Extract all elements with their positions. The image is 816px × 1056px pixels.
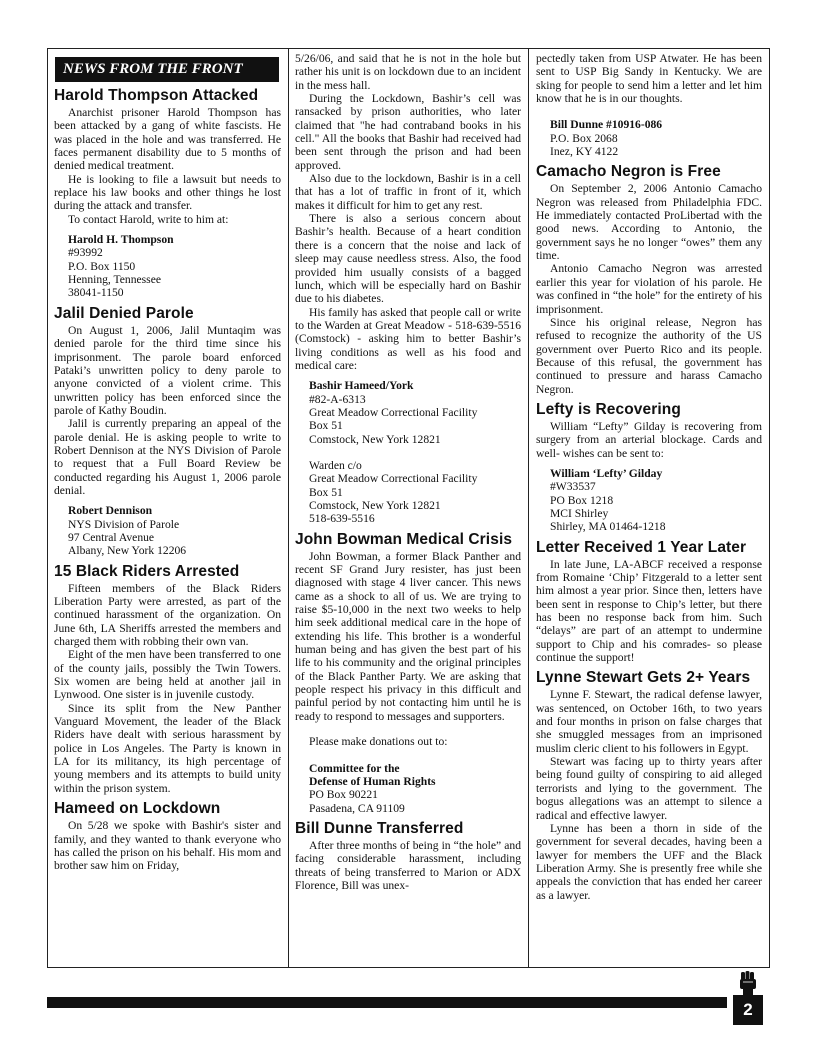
mailing-address <box>550 467 762 534</box>
page-number: 2 <box>733 995 763 1025</box>
column-1 <box>54 52 281 873</box>
article-title-letter: Letter Received 1 Year Later <box>536 538 747 556</box>
address-line: 518-639-5516 <box>309 512 375 526</box>
address-line: NYS Division of Parole <box>68 517 180 531</box>
address-line: Harold H. Thompson <box>68 233 174 247</box>
article-text: To contact Harold, write to him at: <box>68 212 229 226</box>
address-line: #W33537 <box>550 480 596 494</box>
address-line: Comstock, New York 12821 <box>309 432 441 446</box>
column-rule-1 <box>288 48 289 968</box>
article-text: 5/26/06, and said that he is not in the hole but rather his unit is on lockdown due to an incident in the mess hall. <box>295 52 521 92</box>
column-2 <box>295 52 521 892</box>
address-line: William ‘Lefty’ Gilday <box>550 466 663 480</box>
address-line: Inez, KY 4122 <box>550 145 619 159</box>
article-text: On September 2, 2006 Antonio Camacho Negron was released from Philadelphia FDC. He immediately contacted ProLibertad with the good news. According to Antonio, the government says he no longer “owes” them any time. <box>536 182 762 263</box>
article-text: On 5/28 we spoke with Bashir's sister and family, and they wanted to thank everyone who has called the prison on his behalf. His mom and brother saw him on Friday, <box>54 819 281 873</box>
mailing-address <box>68 233 281 300</box>
address-line: Pasadena, CA 91109 <box>309 801 405 815</box>
address-line: Comstock, New York 12821 <box>309 499 441 512</box>
address-line: PO Box 1218 <box>550 493 614 507</box>
article-text: In late June, LA-ABCF received a response from Romaine ‘Chip’ Fitzgerald to a letter sent him almost a year prior. Since then, letters have been sent in response to Chip’s letter, but there has been no response back from him. Such “delays” are part of an attempt to undermine support to Chip and his comrades- so please continue the support! <box>536 557 762 665</box>
article-text: His family has asked that people call or write to the Warden at Great Meadow - 518-639-5516 (Comstock) - asking him to better Bashir’s living conditions as well as his food and medical care: <box>295 305 521 372</box>
article-title-hameed: Hameed on Lockdown <box>54 800 221 818</box>
footer-bar <box>47 997 727 1008</box>
article-text: Also due to the lockdown, Bashir is in a cell that has a lot of traffic in front of it, which makes it difficult for him to get any rest. <box>295 172 521 212</box>
address-line: Henning, Tennessee <box>68 273 161 287</box>
article-title-jalil: Jalil Denied Parole <box>54 304 194 322</box>
mailing-address <box>309 379 521 525</box>
address-line: Please make donations out to: <box>309 735 448 749</box>
article-text: pectedly taken from USP Atwater. He has been sent to USP Big Sandy in Kentucky. We are sking for people to send him a letter and let him know that he is in our thoughts. <box>536 52 762 106</box>
article-text: He is looking to file a lawsuit but needs to replace his law books and other things he lost during the attack and transfer. <box>54 172 281 213</box>
address-line: Great Meadow Correctional Facility <box>309 405 478 419</box>
address-line: Committee for the <box>309 761 400 775</box>
article-text: William “Lefty” Gilday is recovering from surgery from an arterial blockage. Cards and well- wishes can be sent to: <box>536 419 762 460</box>
article-text: On August 1, 2006, Jalil Muntaqim was denied parole for the third time since his imprisonment. The parole board enforced Pataki’s unwritten policy to deny parole to anyone convicted of a violent crime. This unwritten policy has been enforced since the parole of Kathy Boudin. <box>54 323 281 417</box>
mailing-address <box>309 735 521 815</box>
address-line: P.O. Box 2068 <box>550 131 618 145</box>
address-line: #82-A-6313 <box>309 392 366 406</box>
address-line: MCI Shirley <box>550 506 609 520</box>
article-text: Anarchist prisoner Harold Thompson has been attacked by a gang of white fascists. He was placed in the hole and was transferred. He faces permanent disability due to 5 months of denied medical treatment. <box>54 106 281 173</box>
address-line: Albany, New York 12206 <box>68 544 187 558</box>
article-text: John Bowman, a former Black Panther and recent SF Grand Jury resister, has just been diagnosed with stage 4 liver cancer. This news came as a shock to all of us. We are trying to raise $5-10,000 in the next two weeks to help him seek additional medical care in the hope of extending his life. This brother is a wonderful human being and has given the best part of his life to his community and the original principles of the Black Panther Party. We are asking that people respect his privacy in this difficult and painful period by not contacting him until he is ready to respond to messages and supporters. <box>295 549 521 723</box>
article-text: Since his original release, Negron has refused to recognize the authority of the US government over Puerto Rico and its people. Because of this refusal, the government has continued to pressure and harass Camacho Negron. <box>536 315 762 396</box>
address-line: Great Meadow Correctional Facility <box>309 472 478 486</box>
address-line: 38041-1150 <box>68 286 124 300</box>
section-banner: NEWS FROM THE FRONT <box>55 57 279 82</box>
address-line: Defense of Human Rights <box>309 774 436 788</box>
address-line: Box 51 <box>309 419 343 433</box>
article-text: After three months of being in “the hole” and facing considerable harassment, including threats of being transferred to Marion or ADX Florence, Bill was unex- <box>295 838 521 892</box>
article-title-dunne: Bill Dunne Transferred <box>295 819 464 837</box>
article-title-riders: 15 Black Riders Arrested <box>54 562 240 580</box>
article-text: Jalil is currently preparing an appeal of the parole denial. He is asking people to write to Robert Dennison at the NYS Division of Parole to request that a Full Board Review be conducted regarding his August 1, 2006 parole denial. <box>54 417 281 497</box>
address-line: Bill Dunne #10916-086 <box>550 118 663 132</box>
address-line: Robert Dennison <box>68 504 153 518</box>
address-line: #93992 <box>68 246 103 260</box>
article-text: Fifteen members of the Black Riders Liberation Party were arrested, as part of the continued harassment of the organization. On June 6th, LA Sheriffs arrested the members and charged them with robbing their own van. <box>54 581 281 649</box>
article-title-thompson: Harold Thompson Attacked <box>54 87 259 104</box>
article-text: There is also a serious concern about Bashir’s health. Because of a heart condition there is a concern that the noise and lack of sleep may cause needless stress. Also, the food provided him usually consists of a bagged lunch, which will be especially hard on Bashir due to his diabetes. <box>295 212 521 306</box>
address-line: Warden c/o <box>309 458 362 472</box>
article-title-bowman: John Bowman Medical Crisis <box>295 530 513 548</box>
raised-fist-icon <box>738 970 758 996</box>
article-text: Eight of the men have been transferred to one of the county jails, possibly the Twin Towers. Six women are being held at another jail in Lynwood. One sister is in juvenile custody. <box>54 648 281 702</box>
article-text: During the Lockdown, Bashir’s cell was ransacked by prison authorities, who later claimed that "he had contraband books in his cell." All the books that Bashir had received had been sent through the prison and had been approved. <box>295 92 521 172</box>
article-text: Stewart was facing up to thirty years after being found guilty of conspiring to aid alleged terrorists and lying to the government. The bogus allegations was an attempt to silence a radical and effective lawyer. <box>536 755 762 822</box>
address-line: P.O. Box 1150 <box>68 259 136 273</box>
address-line: Box 51 <box>309 485 343 499</box>
article-title-lefty: Lefty is Recovering <box>536 400 681 418</box>
article-text: Lynne F. Stewart, the radical defense lawyer, was sentenced, on October 16th, to two years and four months in prison on false charges that she smuggled messages from an imprisoned muslim cleric client to his followers in Egypt. <box>536 688 762 755</box>
address-line: Bashir Hameed/York <box>309 379 414 393</box>
address-line: PO Box 90221 <box>309 788 378 802</box>
address-line: 97 Central Avenue <box>68 530 155 544</box>
mailing-address <box>550 118 762 158</box>
address-line: Shirley, MA 01464-1218 <box>550 520 666 534</box>
article-title-negron: Camacho Negron is Free <box>536 163 721 181</box>
article-text: Since its split from the New Panther Vanguard Movement, the leader of the Black Riders have dealt with serious harassment by police in Los Angeles. The Party is known in LA for its militancy, its high percentage of young members and its attempts to build unity within the prison system. <box>54 701 281 795</box>
column-rule-2 <box>528 48 529 968</box>
mailing-address <box>68 504 281 557</box>
article-text: Antonio Camacho Negron was arrested earlier this year for violation of his parole. He was confined in “the hole” for the entirety of his imprisonment. <box>536 262 762 316</box>
article-title-stewart: Lynne Stewart Gets 2+ Years <box>536 669 751 687</box>
column-3 <box>536 52 762 902</box>
article-text: Lynne has been a thorn in side of the government for several decades, having been a lawyer for members the UFF and the Black Liberation Army. She is presently free while she appeals the conviction that has ended her career as a lawyer. <box>536 821 762 902</box>
